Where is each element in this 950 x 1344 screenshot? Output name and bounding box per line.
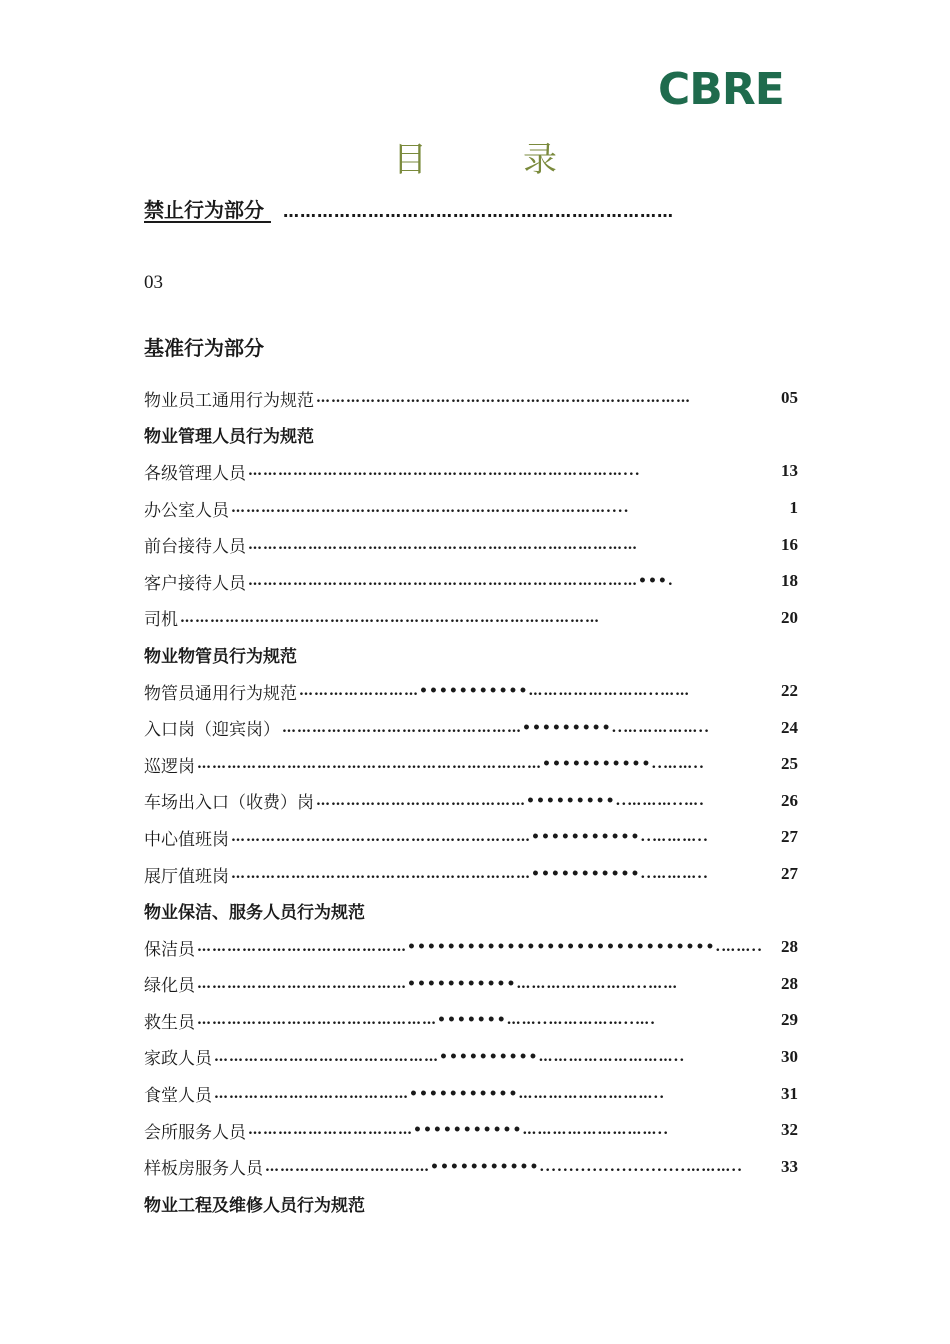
leader-dots: ……………………………•••••••••••……………………….. [248,1122,670,1139]
leader-dots: ……………………………………•••••••••••••••••••••••••••••••.…….. [197,939,764,956]
toc-page-number: 27 [781,827,798,847]
toc-page-number: 22 [781,681,798,701]
leader-dots: …………………………………………•••••••••..…………….. [282,719,711,736]
toc-entry[interactable] [144,1112,798,1149]
toc-entry-text: 物管员通用行为规范 [144,683,297,704]
leader-dots: ………………………………………………………………… [316,390,691,407]
toc-entry-text: 巡逻岗 [144,756,195,777]
section-prohibited-page: 03 [144,272,163,293]
leader-dots: ……………………………………………………………•••••••••••..…….. [197,756,705,773]
toc-entry-text: 救生员 [144,1012,195,1033]
toc-page-number: 28 [781,973,798,993]
toc-entry-text: 入口岗（迎宾岗） [144,720,280,741]
toc-entry[interactable] [144,1148,798,1185]
toc-entry-text: 各级管理人员 [144,463,246,484]
title-left-char: 目 [393,140,427,180]
toc-entry[interactable] [144,600,798,637]
toc-entry[interactable] [144,453,798,490]
toc-page-number: 33 [781,1156,798,1176]
toc-entry-text: 食堂人员 [144,1086,212,1107]
toc-page-number: 32 [781,1120,798,1140]
toc-page-number: 25 [781,754,798,774]
leader-dots: ……………………………•••••••••••.........................……….. [265,1158,744,1175]
toc-entry[interactable] [144,673,798,710]
toc-entry-text: 物业员工通用行为规范 [144,390,314,411]
toc-entry[interactable] [144,563,798,600]
toc-entry[interactable] [144,490,798,527]
toc-entry-text: 中心值班岗 [144,829,229,850]
toc-entry[interactable] [144,526,798,563]
toc-entry-text: 办公室人员 [144,500,229,521]
toc-entry-text: 保洁员 [144,939,195,960]
page-title [0,138,950,182]
leader-dots: ………………………………………••••••••••……………………….. [214,1048,686,1065]
section-standard-behavior: 基准行为部分 [144,336,264,360]
toc-entry[interactable] [144,746,798,783]
toc-page-number: 05 [781,388,798,408]
toc-page-number: 28 [781,937,798,957]
toc-entry[interactable] [144,1039,798,1076]
toc-entry[interactable] [144,1075,798,1112]
leader-dots: ……………………………………………………•••••••••••..……….. [231,866,709,883]
leader-dots: …………………………………………………………… [282,202,674,221]
toc-page-number: 31 [781,1083,798,1103]
toc-entry-text: 家政人员 [144,1049,212,1070]
leader-dots: ……………………………………•••••••••..………..…. [316,792,705,809]
toc-heading-text: 物业物管员行为规范 [144,646,297,667]
toc-entry-text: 会所服务人员 [144,1122,246,1143]
toc-page-number: 1 [789,498,798,518]
leader-dots: …………………………………………•••••••……..……………..…. [197,1012,657,1029]
title-right-char: 录 [523,140,557,180]
toc-entry[interactable] [144,929,798,966]
toc-entry[interactable] [144,966,798,1003]
toc-entry[interactable] [144,380,798,417]
toc-heading [144,1185,798,1222]
toc-page-number: 24 [781,717,798,737]
toc-page-number: 27 [781,864,798,884]
leader-dots: …………………………………•••••••••••……………………….. [214,1085,666,1102]
toc-page-number: 13 [781,461,798,481]
section-prohibited-label: 禁止行为部分 [144,198,271,222]
toc-page-number: 16 [781,534,798,554]
toc-page-number: 18 [781,571,798,591]
toc-entry-text: 车场出入口（收费）岗 [144,793,314,814]
toc-entry[interactable] [144,709,798,746]
cbre-logo: CBRE [658,64,784,115]
leader-dots: …………………………………………………………………… [248,536,638,553]
toc-heading [144,417,798,454]
leader-dots: ……………………………………•••••••••••……………………..…… [197,975,679,992]
leader-dots: ………………………………………………………………….... [231,500,630,517]
toc-page-number: 26 [781,790,798,810]
toc-entry[interactable] [144,856,798,893]
toc-entry-text: 展厅值班岗 [144,866,229,887]
toc-heading-text: 物业保洁、服务人员行为规范 [144,903,365,924]
toc-entry-text: 前台接待人员 [144,537,246,558]
toc-heading [144,636,798,673]
leader-dots: ……………………•••••••••••……………………..…… [299,683,691,700]
toc-heading-text: 物业工程及维修人员行为规范 [144,1195,365,1216]
toc-page-number: 29 [781,1010,798,1030]
toc-entry-text: 绿化员 [144,976,195,997]
toc-entry-text: 样板房服务人员 [144,1159,263,1180]
toc-entry-text: 司机 [144,610,178,631]
toc-entry[interactable] [144,819,798,856]
leader-dots: …………………………………………………………………... [248,463,641,480]
leader-dots: ………………………………………………………………………… [180,609,600,626]
toc-page-number: 30 [781,1046,798,1066]
table-of-contents [144,380,798,1222]
toc-heading-text: 物业管理人员行为规范 [144,427,314,448]
toc-entry[interactable] [144,1002,798,1039]
section-prohibited-behavior[interactable] [144,194,792,223]
toc-page-number: 20 [781,607,798,627]
leader-dots: ……………………………………………………………………•••. [248,573,674,590]
leader-dots: ……………………………………………………•••••••••••..……….. [231,829,709,846]
toc-entry-text: 客户接待人员 [144,573,246,594]
toc-entry[interactable] [144,783,798,820]
toc-heading [144,892,798,929]
